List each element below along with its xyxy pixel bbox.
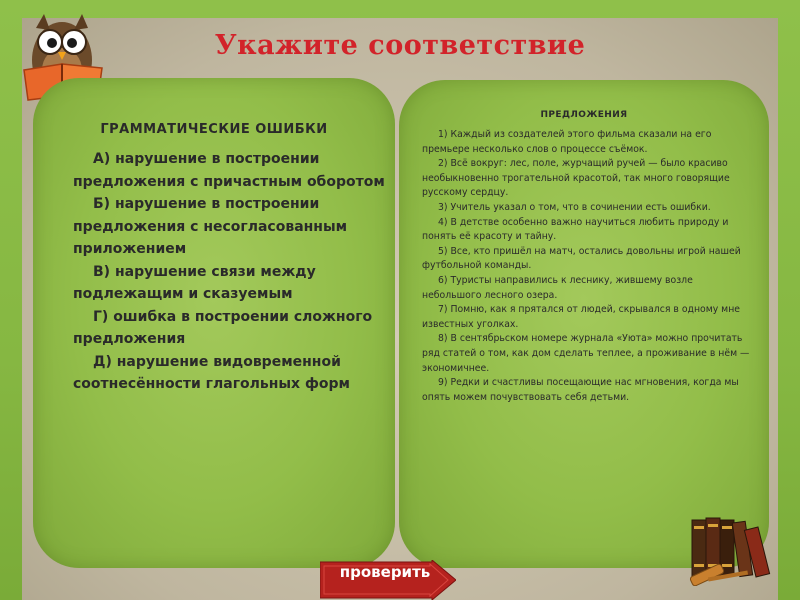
page-title: Укажите соответствие bbox=[214, 30, 586, 61]
sentence-item-9: 9) Редки и счастливы посещающие нас мгновения, когда мы опять можем почувствовать себя детьми. bbox=[422, 377, 739, 403]
sentence-item-1: 1) Каждый из создателей этого фильма сказали на его премьере несколько слов о процессе съёмок. bbox=[422, 129, 712, 155]
sentence-item-7: 7) Помню, как я прятался от людей, скрывался в одному мне известных уголках. bbox=[422, 304, 740, 330]
error-item-g: Г) ошибка в построении сложного предложения bbox=[73, 308, 373, 347]
check-button[interactable] bbox=[320, 560, 456, 600]
sentence-item-8: 8) В сентябрьском номере журнала «Уюта» можно прочитать ряд статей о том, как дом сделать теплее, а проживание в нём — экономичнее. bbox=[422, 333, 750, 374]
sentence-item-4: 4) В детстве особенно важно научиться любить природу и понять её красоту и тайну. bbox=[422, 216, 729, 243]
errors-list bbox=[73, 148, 393, 396]
errors-card bbox=[33, 78, 395, 568]
error-item-b: Б) нарушение в построении предложения с несогласованным приложением bbox=[73, 196, 348, 257]
sentences-list bbox=[422, 128, 752, 405]
sentence-item-5: 5) Все, кто пришёл на матч, остались довольны игрой нашей футбольной команды. bbox=[422, 245, 741, 272]
check-button-label: проверить bbox=[339, 563, 431, 581]
error-item-v: В) нарушение связи между подлежащим и сказуемым bbox=[73, 263, 316, 302]
books-gavel-icon bbox=[684, 514, 784, 590]
sentences-heading: ПРЕДЛОЖЕНИЯ bbox=[540, 110, 628, 120]
errors-heading: ГРАММАТИЧЕСКИЕ ОШИБКИ bbox=[100, 122, 328, 137]
error-item-d: Д) нарушение видовременной соотнесённости глагольных форм bbox=[73, 353, 350, 392]
error-item-a: А) нарушение в построении предложения с причастным оборотом bbox=[73, 151, 385, 190]
sentences-card bbox=[399, 80, 769, 568]
sentence-item-3: 3) Учитель указал о том, что в сочинении есть ошибки. bbox=[438, 201, 711, 213]
sentence-item-6: 6) Туристы направились к леснику, жившему возле небольшого лесного озера. bbox=[422, 274, 693, 301]
sentence-item-2: 2) Всё вокруг: лес, поле, журчащий ручей — было красиво необыкновенно трогательной красотой, так много говорящие русскому сердцу. bbox=[422, 158, 730, 199]
